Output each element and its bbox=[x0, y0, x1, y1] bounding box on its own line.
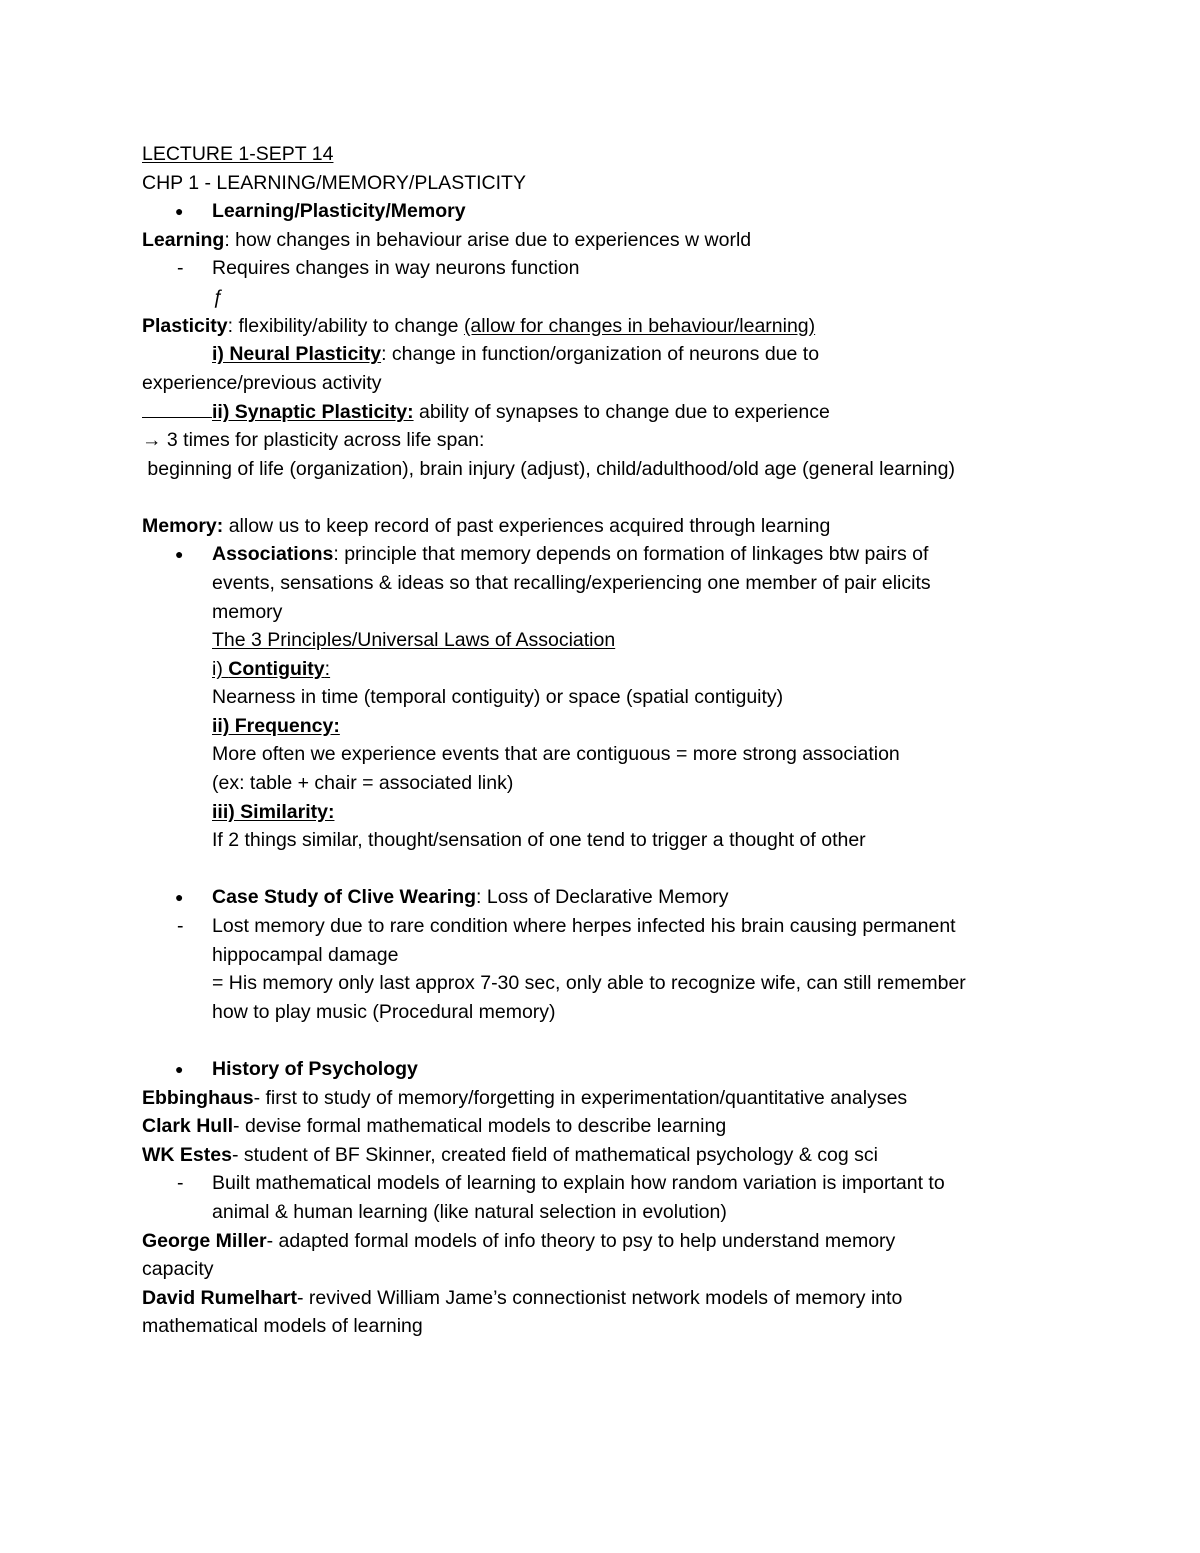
ebbinghaus-term: Ebbinghaus bbox=[142, 1086, 254, 1109]
contiguity-term: Contiguity bbox=[228, 657, 325, 680]
contiguity-colon: : bbox=[324, 657, 331, 680]
estes-line bbox=[142, 1141, 1062, 1170]
hull-text: - devise formal mathematical models to describe learning bbox=[233, 1115, 727, 1138]
neural-plasticity-term: i) Neural Plasticity bbox=[212, 343, 382, 366]
lecture-title bbox=[142, 140, 1062, 169]
spacer bbox=[142, 855, 1062, 884]
clive-dash-cont: hippocampal damage bbox=[212, 943, 399, 966]
ebbinghaus-text: - first to study of memory/forgetting in experimentation/quantitative analyses bbox=[253, 1086, 908, 1109]
spacer bbox=[142, 483, 1062, 512]
estes-sub-cont: animal & human learning (like natural selection in evolution) bbox=[212, 1200, 727, 1223]
miller-text: - adapted formal models of info theory to psy to help understand memory bbox=[266, 1229, 896, 1252]
estes-sub-text: Built mathematical models of learning to explain how random variation is important to bbox=[212, 1172, 945, 1195]
bullet-clive-wearing bbox=[142, 883, 1062, 912]
hull-line bbox=[142, 1112, 1062, 1141]
plasticity-times-detail: beginning of life (organization), brain injury (adjust), child/adulthood/old age (general learning) bbox=[142, 457, 955, 480]
bullet-text: Learning/Plasticity/Memory bbox=[212, 200, 466, 223]
similarity-heading bbox=[142, 798, 1062, 827]
dash-icon: - bbox=[177, 1172, 184, 1195]
synaptic-plasticity-line bbox=[142, 397, 1062, 426]
hull-term: Clark Hull bbox=[142, 1115, 234, 1138]
lecture-title-text: LECTURE 1-SEPT 14 bbox=[142, 143, 334, 165]
contiguity-text: Nearness in time (temporal contiguity) or space (spatial contiguity) bbox=[212, 686, 784, 709]
rumelhart-line bbox=[142, 1284, 1062, 1313]
frequency-text: More often we experience events that are contiguous = more strong association bbox=[212, 743, 900, 766]
associations-line2: events, sensations & ideas so that recalling/experiencing one member of pair elicits bbox=[212, 571, 931, 594]
bullet-icon: ● bbox=[175, 889, 184, 906]
plasticity-term: Plasticity bbox=[142, 314, 228, 337]
function-glyph: ƒ bbox=[212, 285, 223, 308]
learning-def: : how changes in behaviour arise due to experiences w world bbox=[224, 228, 752, 251]
bullet-icon: ● bbox=[175, 203, 184, 220]
contiguity-heading bbox=[142, 655, 1062, 684]
document-page bbox=[142, 140, 1062, 1341]
learning-sub-point bbox=[142, 254, 1062, 283]
estes-term: WK Estes bbox=[142, 1143, 232, 1166]
memory-definition bbox=[142, 512, 1062, 541]
clive-term: Case Study of Clive Wearing bbox=[212, 886, 477, 909]
synaptic-plasticity-def: ability of synapses to change due to experience bbox=[413, 401, 830, 424]
dash-icon: - bbox=[177, 257, 184, 280]
bullet-associations bbox=[142, 540, 1062, 569]
associations-term: Associations bbox=[212, 543, 334, 566]
neural-plasticity-line bbox=[142, 340, 1062, 369]
plasticity-times: → 3 times for plasticity across life span: bbox=[142, 428, 485, 451]
ebbinghaus-line bbox=[142, 1084, 1062, 1113]
frequency-term: ii) Frequency: bbox=[212, 714, 340, 737]
neural-plasticity-def: : change in function/organization of neurons due to bbox=[381, 343, 820, 366]
learning-sub-text: Requires changes in way neurons function bbox=[212, 257, 580, 280]
neural-plasticity-cont: experience/previous activity bbox=[142, 371, 382, 394]
clive-result-cont: how to play music (Procedural memory) bbox=[212, 1000, 556, 1023]
rumelhart-text: - revived William Jame’s connectionist network models of memory into bbox=[296, 1286, 903, 1309]
associations-line3: memory bbox=[212, 600, 283, 623]
chapter-title: CHP 1 - LEARNING/MEMORY/PLASTICITY bbox=[142, 171, 526, 194]
plasticity-def: : flexibility/ability to change bbox=[227, 314, 464, 337]
bullet-icon: ● bbox=[175, 1061, 184, 1077]
similarity-term: iii) Similarity: bbox=[212, 800, 335, 823]
memory-def: allow us to keep record of past experiences acquired through learning bbox=[223, 514, 831, 537]
history-term: History of Psychology bbox=[212, 1058, 418, 1080]
miller-cont: capacity bbox=[142, 1258, 214, 1281]
plasticity-definition bbox=[142, 312, 1062, 341]
plasticity-paren: (allow for changes in behaviour/learning) bbox=[463, 314, 816, 337]
learning-definition bbox=[142, 226, 1062, 255]
estes-text: - student of BF Skinner, created field of mathematical psychology & cog sci bbox=[231, 1143, 878, 1166]
bullet-icon: ● bbox=[175, 546, 184, 563]
frequency-heading bbox=[142, 712, 1062, 741]
miller-line bbox=[142, 1227, 1062, 1256]
frequency-example: (ex: table + chair = associated link) bbox=[212, 772, 514, 795]
associations-text: : principle that memory depends on formation of linkages btw pairs of bbox=[333, 543, 929, 566]
dash-icon: - bbox=[177, 915, 184, 938]
clive-result: = His memory only last approx 7-30 sec, only able to recognize wife, can still remember bbox=[212, 972, 966, 995]
clive-dash-text: Lost memory due to rare condition where herpes infected his brain causing permanent bbox=[212, 915, 956, 938]
miller-term: George Miller bbox=[142, 1229, 267, 1252]
clive-dash-point bbox=[142, 912, 1062, 941]
bullet-history bbox=[142, 1055, 1062, 1084]
synaptic-plasticity-term: ii) Synaptic Plasticity: bbox=[212, 401, 414, 424]
function-glyph-line bbox=[142, 283, 1062, 312]
learning-term: Learning bbox=[142, 228, 225, 251]
spacer bbox=[142, 1026, 1062, 1055]
association-laws-heading bbox=[142, 626, 1062, 655]
rumelhart-cont: mathematical models of learning bbox=[142, 1315, 423, 1338]
bullet-learning-plasticity-memory bbox=[142, 197, 1062, 226]
association-laws-heading-text: The 3 Principles/Universal Laws of Association bbox=[212, 629, 616, 652]
similarity-text: If 2 things similar, thought/sensation of one tend to trigger a thought of other bbox=[212, 829, 866, 852]
rumelhart-term: David Rumelhart bbox=[142, 1286, 297, 1309]
estes-sub-point bbox=[142, 1169, 1062, 1198]
clive-text: : Loss of Declarative Memory bbox=[476, 886, 729, 909]
contiguity-num: i) bbox=[212, 657, 229, 680]
memory-term: Memory: bbox=[142, 514, 224, 537]
